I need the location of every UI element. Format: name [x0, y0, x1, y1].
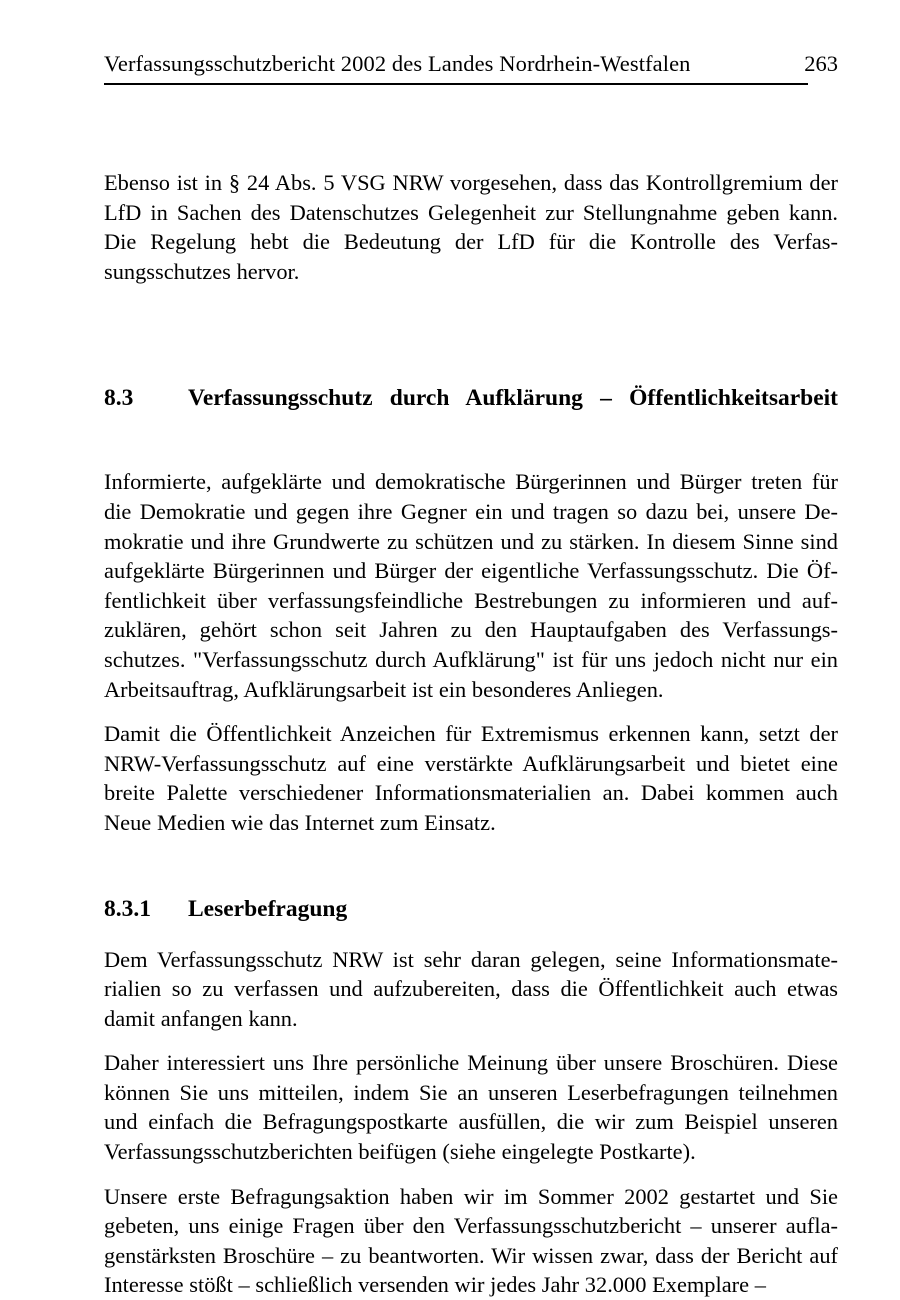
subsection-heading-8-3-1 — [104, 894, 838, 925]
section-paragraph-2: Damit die Öffentlichkeit Anzeichen für Extremismus erkennen kann, setzt der NRW-Verfassungsschutz auf eine verstärkte Aufklärungsarbeit und bietet eine breite Palette verschiedener Informationsmaterialien an. Dabei kommen auch Neue Medien wie das Internet zum Einsatz. — [104, 721, 838, 835]
section-heading-8-3 — [104, 383, 838, 445]
subsection-paragraph-2: Daher interessiert uns Ihre persönliche Meinung über unsere Broschüren. Diese können Sie uns mitteilen, indem Sie an unseren Leserbefragungen teilnehmen und einfach die Befragungspostkarte ausfüllen, die wir zum Beispiel unseren Verfassungsschutzberichten beifügen (siehe eingelegte Postkarte). — [104, 1050, 838, 1165]
running-header-title: Verfassungsschutzbericht 2002 des Landes Nordrhein-Westfalen — [104, 51, 691, 76]
subsection-paragraph-3: Unsere erste Befragungsaktion haben wir im Sommer 2002 gestartet und Sie gebeten, uns einige Fragen über den Verfassungsschutzbericht – unserer auflagenstärksten Broschüre – zu beantworten. Wir wissen zwar, dass der Bericht auf Interesse stößt – schließlich versenden wir jedes Jahr 32.000 Exemplare – — [104, 1183, 838, 1298]
section-number: 8.3 — [104, 385, 134, 412]
section-title: Verfassungsschutz durch Aufklärung – Öffentlichkeitsarbeit — [188, 385, 838, 412]
subsection-number: 8.3.1 — [104, 895, 151, 922]
page-body — [104, 168, 838, 1300]
subsection-title: Leserbefragung — [188, 895, 348, 922]
running-header — [104, 50, 838, 78]
page-number: 263 — [804, 51, 838, 76]
intro-paragraph: Ebenso ist in § 24 Abs. 5 VSG NRW vorgesehen, dass das Kontrollgremium der LfD in Sachen des Datenschutzes Gelegenheit zur Stellungnahme geben kann. Die Regelung hebt die Bedeutung der LfD für die Kontrolle des Verfassungsschutzes hervor. — [104, 170, 838, 284]
subsection-paragraph-1: Dem Verfassungsschutz NRW ist sehr daran gelegen, seine Informationsmaterialien so zu verfassen und aufzubereiten, dass die Öffentlichkeit auch etwas damit anfangen kann. — [104, 946, 838, 1031]
header-rule-divider — [104, 83, 808, 85]
section-paragraph-1: Informierte, aufgeklärte und demokratische Bürgerinnen und Bürger treten für die Demokratie und gegen ihre Gegner ein und tragen so dazu bei, unsere Demokratie und ihre Grundwerte zu schützen und zu stärken. In diesem Sinne sind aufgeklärte Bürgerinnen und Bürger der eigentliche Verfassungsschutz. Die Öffentlichkeit über verfassungsfeindliche Bestrebungen zu informieren und aufzuklären, gehört schon seit Jahren zu den Hauptaufgaben des Verfassungsschutzes. "Verfassungsschutz durch Aufklärung" ist für uns jedoch nicht nur ein Arbeitsauftrag, Aufklärungsarbeit ist ein besonderes Anliegen. — [104, 469, 838, 702]
